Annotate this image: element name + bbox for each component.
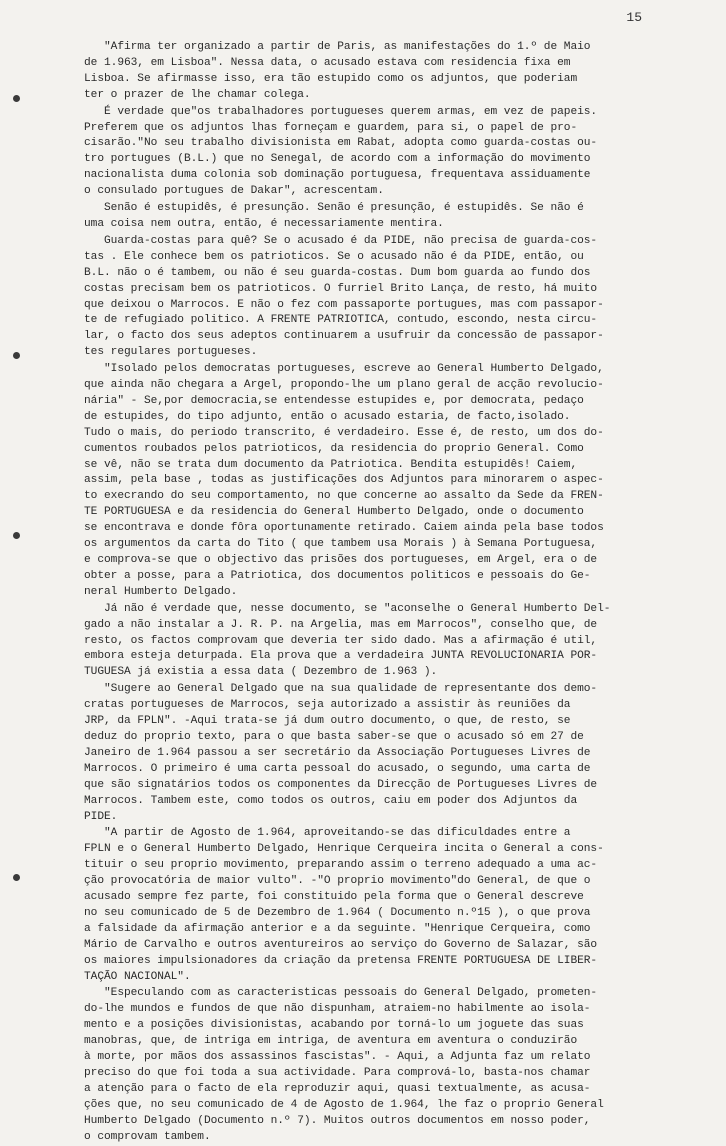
punch-hole-3 <box>13 532 20 539</box>
text-line: resto, os factos comprovam que deveria ter sido dado. Mas a afirmação é util, <box>84 634 598 647</box>
paragraph <box>84 682 696 825</box>
text-line: Marrocos. Tambem este, como todos os outros, caiu em poder dos Adjuntos da <box>84 794 578 807</box>
text-line: FPLN e o General Humberto Delgado, Henrique Cerqueira incita o General a cons- <box>84 843 604 856</box>
text-line: "Isolado pelos democratas portugueses, escreve ao General Humberto Delgado, <box>84 363 604 376</box>
text-line: tituir o seu proprio movimento, preparando assim o terreno adequado a uma ac- <box>84 859 598 872</box>
text-line: lar, o facto dos seus adeptos continuarem a usufruir da concessão de passapor- <box>84 330 604 343</box>
paragraph <box>84 234 696 361</box>
text-line: "Afirma ter organizado a partir de Paris, as manifestações do 1.º de Maio <box>84 41 591 53</box>
text-line: B.L. não o é tambem, ou não é seu guarda-costas. Dum bom guarda ao fundo dos <box>84 266 591 279</box>
text-line: costas precisam bem os patrioticos. O furriel Brito Lança, de resto, há muito <box>84 282 598 295</box>
text-line: os maiores impulsionadores da criação da pretensa FRENTE PORTUGUESA DE LIBER- <box>84 954 598 967</box>
text-line: neral Humberto Delgado. <box>84 585 238 598</box>
text-line: e comprova-se que o objectivo das prisões dos portugueses, em Argel, era o de <box>84 554 598 566</box>
text-line: de 1.963, em Lisboa". Nessa data, o acusado estava com residencia fixa em <box>84 56 571 69</box>
text-line: ção provocatória de maior vulto". -"O proprio movimento"do General, de que o <box>84 875 591 888</box>
text-line: se vê, não se trata dum documento da Patriotica. Bendita estupidês! Caiem, <box>84 458 578 471</box>
text-line: nária" - Se,por democracia,se entendesse estupides e, por democrata, pedaço <box>84 394 584 407</box>
text-line: tas . Ele conhece bem os patrioticos. Se o acusado não é da PIDE, então, ou <box>84 250 584 263</box>
text-line: Lisboa. Se afirmasse isso, era tão estupido como os adjuntos, que poderiam <box>84 72 578 85</box>
text-line: TUGUESA já existia a essa data ( Dezembro de 1.963 ). <box>84 666 438 679</box>
text-line: a atenção para o facto de ela reproduzir aqui, quasi textualmente, as acusa- <box>84 1082 591 1095</box>
text-line: JRP, da FPLN". -Aqui trata-se já dum outro documento, o que, de resto, se <box>84 715 571 728</box>
paragraph <box>84 826 696 985</box>
text-line: a falsidade da afirmação anterior e a da seguinte. "Henrique Cerqueira, como <box>84 922 591 935</box>
paragraph <box>84 105 696 200</box>
text-line: "Especulando com as caracteristicas pessoais do General Delgado, prometen- <box>84 987 598 1000</box>
text-line: to execrando do seu comportamento, no que concerne ao assalto da Sede da FREN- <box>84 490 604 503</box>
text-line: que ainda não chegara a Argel, propondo-lhe um plano geral de acção revolucio- <box>84 379 604 392</box>
text-line: nacionalista duma colonia sob dominação portuguesa, frequentava assiduamente <box>84 169 591 182</box>
text-line: uma coisa nem outra, então, é necessariamente mentira. <box>84 217 444 230</box>
text-line: tro portugues (B.L.) que no Senegal, de acordo com a informação do movimento <box>84 153 591 166</box>
text-line: que deixou o Marrocos. E não o fez com passaporte portugues, mas com passapor- <box>84 298 604 311</box>
paragraph <box>84 40 696 104</box>
text-line: ções que, no seu comunicado de 4 de Agosto de 1.964, lhe faz o proprio General <box>84 1098 604 1111</box>
paragraph <box>84 362 696 601</box>
punch-hole-4 <box>13 874 20 881</box>
text-line: assim, pela base , todas as justificações dos Adjuntos para minorarem o aspec- <box>84 474 604 487</box>
text-line: de estupides, do tipo adjunto, então o acusado estaria, de facto,isolado. <box>84 410 571 423</box>
text-line: Senão é estupidês, é presunção. Senão é presunção, é estupidês. Se não é <box>84 202 584 215</box>
text-line: se encontrava e donde fôra oportunamente retirado. Caiem ainda pela base todos <box>84 522 604 535</box>
text-line: Mário de Carvalho e outros aventureiros ao serviço do Governo de Salazar, são <box>84 938 598 951</box>
text-line: embora esteja deturpada. Ela prova que a verdadeira JUNTA REVOLUCIONARIA POR- <box>84 650 598 663</box>
text-line: "Sugere ao General Delgado que na sua qualidade de representante dos demo- <box>84 683 598 696</box>
text-line: É verdade que"os trabalhadores portugueses querem armas, em vez de papeis. <box>84 105 598 118</box>
text-line: Humberto Delgado (Documento n.º 7). Muitos outros documentos em nosso poder, <box>84 1114 591 1127</box>
paragraph <box>84 201 696 233</box>
text-line: deduz do proprio texto, para o que basta saber-se que o acusado só em 27 de <box>84 730 584 743</box>
punch-hole-2 <box>13 352 20 359</box>
punch-hole-1 <box>13 95 20 102</box>
text-line: que são signatários todos os componentes da Direcção de Portugueses Livres de <box>84 778 598 791</box>
text-line: cisarão."No seu trabalho divisionista em Rabat, adopta como guarda-costas ou- <box>84 137 598 150</box>
text-line: Guarda-costas para quê? Se o acusado é da PIDE, não precisa de guarda-cos- <box>84 234 598 247</box>
paragraph <box>84 602 696 682</box>
text-line: Janeiro de 1.964 passou a ser secretário da Associação Portugueses Livres de <box>84 746 591 759</box>
text-line: ter o prazer de lhe chamar colega. <box>84 88 311 101</box>
text-line: PIDE. <box>84 810 118 823</box>
text-line: Já não é verdade que, nesse documento, se "aconselhe o General Humberto Del- <box>84 602 611 615</box>
text-line: tes regulares portugueses. <box>84 346 258 359</box>
document-body <box>84 40 696 1146</box>
text-line: Preferem que os adjuntos lhas forneçam e guardem, para si, o papel de pro- <box>84 121 578 134</box>
text-line: mento e a posições divisionistas, acabando por torná-lo um joguete das suas <box>84 1019 584 1032</box>
text-line: obter a posse, para a Patriotica, dos documentos politicos e pessoais do Ge- <box>84 569 591 582</box>
text-line: acusado sempre fez parte, foi constituido pela forma que o General descreve <box>84 891 584 904</box>
text-line: manobras, que, de intriga em intriga, de aventura em aventura o conduzirão <box>84 1035 578 1048</box>
text-line: no seu comunicado de 5 de Dezembro de 1.964 ( Documento n.º15 ), o que prova <box>84 906 591 919</box>
text-line: TE PORTUGUESA e da residencia do General Humberto Delgado, onde o documento <box>84 506 584 519</box>
text-line: Marrocos. O primeiro é uma carta pessoal do acusado, o segundo, uma carta de <box>84 762 591 775</box>
text-line: "A partir de Agosto de 1.964, aproveitando-se das dificuldades entre a <box>84 827 571 840</box>
text-line: TAÇÃO NACIONAL". <box>84 970 191 983</box>
text-line: te de refugiado politico. A FRENTE PATRIOTICA, contudo, escondo, nesta circu- <box>84 314 598 327</box>
paragraph <box>84 986 696 1145</box>
text-line: o comprovam tambem. <box>84 1130 211 1143</box>
text-line: à morte, por mãos dos assassinos fascistas". - Aqui, a Adjunta faz um relato <box>84 1051 591 1064</box>
text-line: Tudo o mais, do periodo transcrito, é verdadeiro. Esse é, de resto, um dos do- <box>84 426 604 439</box>
page-number: 15 <box>626 10 642 25</box>
text-line: os argumentos da carta do Tito ( que tambem usa Morais ) à Semana Portuguesa, <box>84 538 598 551</box>
text-line: cratas portugueses de Marrocos, seja autorizado a assistir às reuniões da <box>84 699 571 712</box>
text-line: do-lhe mundos e fundos de que não dispunham, atraiem-no habilmente ao isola- <box>84 1003 591 1016</box>
text-line: gado a não instalar a J. R. P. na Argelia, mas em Marrocos", conselho que, de <box>84 618 598 631</box>
text-line: cumentos roubados pelos patrioticos, da residencia do proprio General. Como <box>84 442 584 455</box>
text-line: o consulado portugues de Dakar", acrescentam. <box>84 185 384 198</box>
text-line: preciso do que foi toda a sua actividade. Para comprová-lo, basta-nos chamar <box>84 1067 591 1079</box>
